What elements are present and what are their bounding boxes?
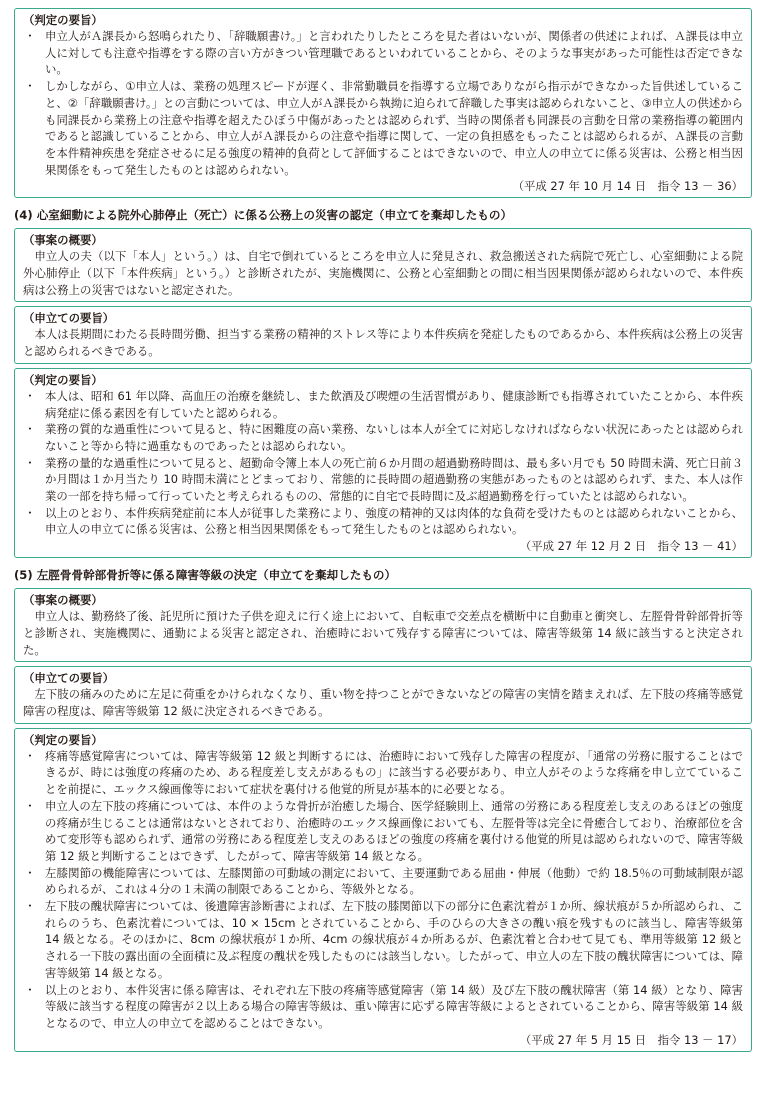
judgment-label: （判定の要旨） [23, 13, 103, 27]
bullet-dot: ・ [24, 388, 36, 403]
claim-box [14, 306, 752, 363]
judgment-label: （判定の要旨） [23, 732, 103, 747]
judgment-item-text: 左膝関節の機能障害については、左膝関節の可動域の測定において、主要運動である屈曲・伸展（他動）で約 18.5％の可動域制限が認められるが、これは４分の１未満の制限であることから、等級外となる。 [45, 865, 743, 897]
judgment-item [23, 748, 743, 798]
judgment-item [23, 455, 743, 505]
bullet-dot: ・ [24, 798, 36, 813]
section-5 [14, 567, 752, 1051]
judgment-item-text: 以上のとおり、本件災害に係る障害は、それぞれ左下肢の疼痛等感覚障害（第 14 級）及び左下肢の醜状障害（第 14 級）となり、障害等級に該当する程度の障害が２以上ある場合の障害等級は、重い障害に応ずる障害等級によるとされていることから、障害等級第 14 級となるので、申立人の申立てを認めることはできない。 [45, 982, 743, 1030]
section-title: (4) 心室細動による院外心肺停止（死亡）に係る公務上の災害の認定（申立てを棄却したもの） [14, 208, 513, 223]
bullet-dot: ・ [24, 79, 36, 94]
citation: （平成 27 年 5 月 15 日 指令 13 － 17） [519, 1032, 743, 1047]
case-summary-label: （事案の概要） [23, 233, 103, 248]
judgment-box-previous [14, 8, 752, 198]
judgment-item-text: 以上のとおり、本件疾病発症前に本人が従事した業務により、強度の精神的又は肉体的な負荷を受けたものとは認められないことから、申立人の申立てに係る災害は、公務と相当因果関係をもって発生したものとは認められない。 [45, 505, 743, 537]
judgment-item-text: しかしながら、①申立人は、業務の処理スピードが遅く、非常勤職員を指導する立場でありながら指示ができなかった旨供述していること、②「辞職願書け。」との言動については、申立人がＡ課長から執拗に迫られて辞職した事実は認められないこと、③申立人の供述からも同課長から業務上の注意や指導を超えたひぼう中傷があったとは認められず、当時の関係者も同課長の言動を日常の業務指導の範囲内であると認識していることから、申立人がＡ課長からの注意や指導に関して、一定の負担感をもったことは認められるが、Ａ課長の言動を本件精神疾患を発症させるに足る強度の精神的負荷として評価することはできないので、申立人の申立てに係る災害は、公務と相当因果関係をもって発生したものとは認められない。 [45, 79, 743, 177]
judgment-item [23, 421, 743, 454]
claim-box [14, 666, 752, 723]
bullet-dot: ・ [24, 505, 36, 520]
case-summary-label: （事案の概要） [23, 593, 103, 608]
citation: （平成 27 年 12 月 2 日 指令 13 － 41） [519, 539, 743, 554]
judgment-item [23, 898, 743, 982]
judgment-box [14, 728, 752, 1052]
bullet-dot: ・ [24, 865, 36, 880]
claim-label: （申立ての要旨） [23, 671, 115, 686]
judgment-item-text: 左下肢の醜状障害については、後遺障害診断書によれば、左下肢の膝関節以下の部分に色素沈着が１か所、線状痕が５か所認められ、これらのうち、色素沈着については、10 × 15cm とされていることから、手のひらの大きさの醜い痕を残すものに該当し、障害等級第 14 級となる。そのほかに、8cm の線状痕が１か所、4cm の線状痕が４か所あるが、色素沈着と合わせて見ても、準用等級第 12 級とされる一下肢の露出面の全面積に及ぶ程度の醜状を残したものには該当しない。したがって、申立人の左下肢の醜状障害については、障害等級第 14 級となる。 [45, 899, 743, 980]
bullet-dot: ・ [24, 899, 36, 914]
judgment-item-text: 業務の質的な過重性について見ると、特に困難度の高い業務、ないしは本人が全てに対応しなければならない状況にあったとは認められないこと等から特に過重なものであったとは認められない。 [45, 422, 743, 453]
judgment-box [14, 368, 752, 558]
judgment-item [23, 798, 743, 865]
judgment-item-text: 本人は、昭和 61 年以降、高血圧の治療を継続し、また飲酒及び喫煙の生活習慣があり、健康診断でも指導されていたことから、本件疾病発症に係る素因を有していたと認められる。 [45, 388, 743, 420]
judgment-item [23, 505, 743, 538]
bullet-dot: ・ [24, 29, 36, 43]
section-title: (5) 左脛骨骨幹部骨折等に係る障害等級の決定（申立てを棄却したもの） [14, 568, 397, 583]
judgment-item-text: 業務の量的な過重性について見ると、超勤命令簿上本人の死亡前６か月間の超過勤務時間は、最も多い月でも 50 時間未満、死亡日前３か月間は１か月当たり 10 時間未満にとどまっており、常態的に長時間の超過勤務の実態があったものとは認められず、また、本人は作業の一部を持ち帰って行っていたと考えられるものの、常態的に自宅で長時間に及ぶ超過勤務を行っていたとは認められない。 [45, 455, 743, 504]
section-4 [14, 207, 752, 558]
citation: （平成 27 年 10 月 14 日 指令 13 － 36） [512, 179, 743, 194]
claim-label: （申立ての要旨） [23, 311, 115, 326]
case-summary-text: 申立人の夫（以下「本人」という。）は、自宅で倒れているところを申立人に発見され、救急搬送された病院で死亡し、心室細動による院外心肺停止（以下「本件疾病」という。）と診断されたが、実施機関に、公務と心室細動との間に相当因果関係が認められないので、本件疾病は公務上の災害ではないと認定された。 [23, 249, 743, 297]
bullet-dot: ・ [24, 422, 36, 437]
judgment-item [23, 865, 743, 898]
claim-text: 左下肢の痛みのために左足に荷重をかけられなくなり、重い物を持つことができないなどの障害の実情を踏まえれば、左下肢の疼痛等感覚障害の程度は、障害等級第 12 級に決定されるべきである。 [23, 687, 743, 718]
document-page [14, 8, 752, 1052]
bullet-dot: ・ [24, 748, 36, 763]
case-summary-box [14, 228, 752, 302]
judgment-item-text: 申立人がＡ課長から怒鳴られたり、「辞職願書け。」と言われたりしたところを見た者はいないが、関係者の供述によれば、Ａ課長は申立人に対しても注意や指導をする際の言い方がきつい管理職であるといわれていることから、そのような事実があった可能性は否定できない。 [45, 29, 743, 77]
bullet-dot: ・ [24, 982, 36, 997]
judgment-item [23, 28, 743, 78]
judgment-item-text: 疼痛等感覚障害については、障害等級第 12 級と判断するには、治癒時において残存した障害の程度が、「通常の労務に服することはできるが、時には強度の疼痛のため、ある程度差し支えがあるもの」に該当する必要があり、申立人がそのような疼痛を申し立てていることを前提に、エックス線画像等において症状を裏付ける他覚的所見が基本的に必要となる。 [45, 748, 743, 797]
judgment-item-text: 申立人の左下肢の疼痛については、本件のような骨折が治癒した場合、医学経験則上、通常の労務にある程度差し支えのあるほどの強度の疼痛が生じることは通常はないとされており、治癒時のエックス線画像においても、左脛骨等は完全に骨癒合しており、治療部位を含めて変形等も認められず、通常の労務にある程度差し支えのあるほどの強度の疼痛を裏付ける他覚的所見は認められないので、障害等級第 12 級と判断することはできず、したがって、障害等級第 14 級となる。 [45, 798, 743, 863]
judgment-item [23, 78, 743, 178]
case-summary-box [14, 588, 752, 662]
judgment-item [23, 982, 743, 1032]
judgment-label: （判定の要旨） [23, 372, 103, 387]
bullet-dot: ・ [24, 455, 36, 470]
claim-text: 本人は長期間にわたる長時間労働、担当する業務の精神的ストレス等により本件疾病を発症したものであるから、本件疾病は公務上の災害と認められるべきである。 [23, 327, 743, 359]
judgment-item [23, 388, 743, 421]
case-summary-text: 申立人は、勤務終了後、託児所に預けた子供を迎えに行く途上において、自転車で交差点を横断中に自動車と衝突し、左脛骨骨幹部骨折等と診断され、実施機関に、通勤による災害と認定され、治癒時において残存する障害については、障害等級第 14 級に該当すると決定された。 [23, 609, 743, 657]
